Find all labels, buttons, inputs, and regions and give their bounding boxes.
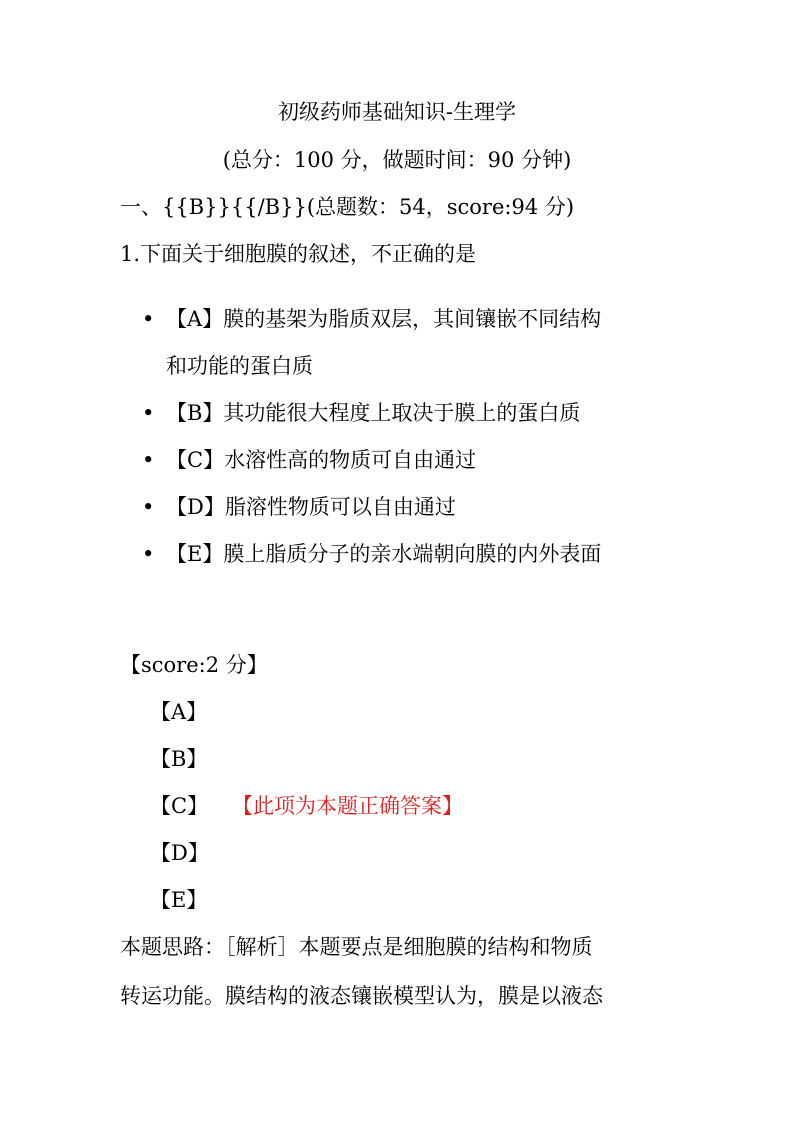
option-e: 【E】膜上脂质分子的亲水端朝向膜的内外表面 (166, 542, 602, 566)
option-a-line2: 和功能的蛋白质 (166, 354, 313, 378)
bullet-icon: • (142, 448, 155, 472)
option-b: 【B】其功能很大程度上取决于膜上的蛋白质 (166, 401, 581, 425)
option-c: 【C】水溶性高的物质可自由通过 (166, 448, 477, 472)
answer-choice-e: 【E】 (150, 888, 208, 912)
bullet-icon: • (142, 495, 155, 519)
option-a-line1: 【A】膜的基架为脂质双层，其间镶嵌不同结构 (166, 307, 602, 331)
answer-choice-d: 【D】 (150, 841, 209, 865)
bullet-icon: • (142, 401, 155, 425)
answer-choice-a: 【A】 (150, 700, 208, 724)
option-d: 【D】脂溶性物质可以自由通过 (166, 495, 456, 519)
score-label: 【score:2 分】 (120, 653, 268, 677)
explanation-line-2: 转运功能。膜结构的液态镶嵌模型认为，膜是以液态 (120, 984, 603, 1008)
page-title: 初级药师基础知识-生理学 (277, 100, 517, 124)
page-subtitle: (总分：100 分，做题时间：90 分钟) (222, 148, 572, 172)
correct-answer-note: 【此项为本题正确答案】 (232, 794, 463, 818)
bullet-icon: • (142, 542, 155, 566)
question-stem: 1.下面关于细胞膜的叙述，不正确的是 (120, 242, 477, 266)
section-heading: 一、{{B}}{{/B}}(总题数：54，score:94 分) (120, 195, 575, 219)
answer-choice-c: 【C】 (150, 794, 209, 818)
explanation-line-1: 本题思路：［解析］本题要点是细胞膜的结构和物质 (120, 935, 593, 959)
answer-choice-b: 【B】 (150, 747, 208, 771)
bullet-icon: • (142, 307, 155, 331)
